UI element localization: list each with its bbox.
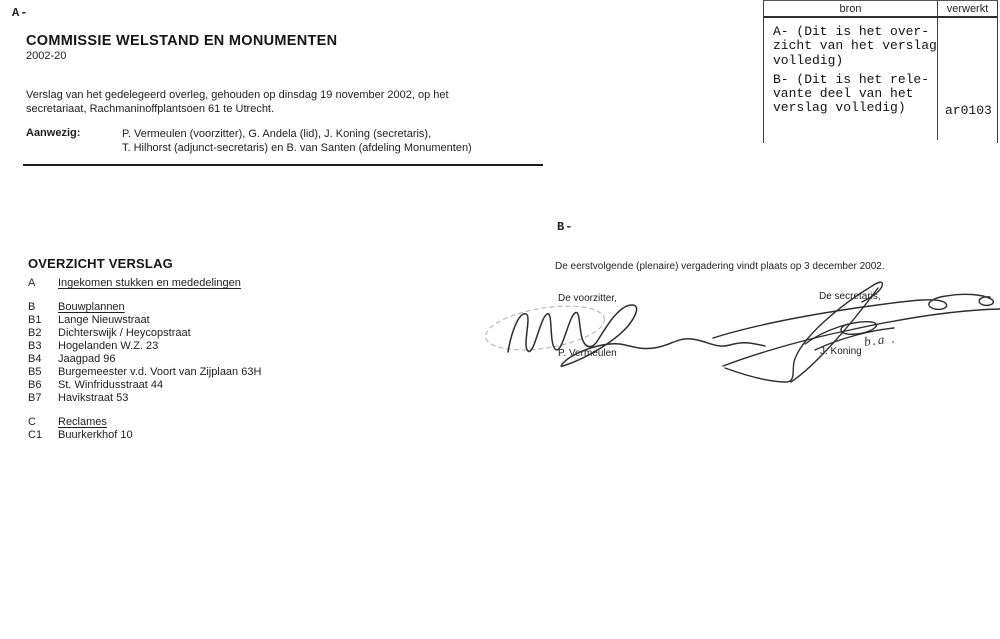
secretary-signature xyxy=(610,274,1000,392)
toc-row-B xyxy=(28,301,261,314)
source-marker-a: A- xyxy=(12,6,29,20)
attendees-label: Aanwezig: xyxy=(26,127,81,139)
toc-row-A xyxy=(28,277,261,290)
attendees-line-2: T. Hilhorst (adjunct-secretaris) en B. van Santen (afdeling Monumenten) xyxy=(122,142,472,154)
toc-label: Burgemeester v.d. Voort van Zijplaan 63H xyxy=(58,366,262,378)
toc-code: B6 xyxy=(28,379,42,391)
stamp-verwerkt-cell xyxy=(937,18,997,140)
toc-label: Buurkerkhof 10 xyxy=(58,429,133,441)
toc-row-B6 xyxy=(28,379,261,392)
toc-label: Lange Nieuwstraat xyxy=(58,314,150,326)
toc-row-B1 xyxy=(28,314,261,327)
source-marker-b: B- xyxy=(557,220,574,234)
toc-code: B5 xyxy=(28,366,42,378)
meeting-intro-paragraph xyxy=(26,89,506,116)
document-number: 2002-20 xyxy=(26,50,67,62)
toc-code: B xyxy=(28,301,36,313)
toc-code: B3 xyxy=(28,340,42,352)
overview-title: OVERZICHT VERSLAG xyxy=(28,256,173,271)
stamp-table-body xyxy=(764,18,997,140)
verwerkt-code: ar0103 xyxy=(945,103,992,118)
toc-label: Havikstraat 53 xyxy=(58,392,129,404)
secretary-handwritten-note: b.a . xyxy=(863,330,898,349)
stamp-bron-cell xyxy=(764,18,937,140)
toc-label: Bouwplannen xyxy=(58,301,125,313)
chairman-label: De voorzitter, xyxy=(558,293,617,304)
toc-code: C1 xyxy=(28,429,43,441)
overview-section xyxy=(28,256,261,442)
toc-row-B7 xyxy=(28,392,261,405)
toc-label: Dichterswijk / Heycopstraat xyxy=(58,327,191,339)
chairman-name: P. Vermeulen xyxy=(558,348,617,359)
toc-code: B2 xyxy=(28,327,42,339)
stamp-table xyxy=(763,0,998,143)
toc-code: B4 xyxy=(28,353,42,365)
intro-line-2: secretariaat, Rachmaninoffplantsoen 61 te Utrecht. xyxy=(26,102,275,115)
header-divider-rule xyxy=(23,164,543,166)
stamp-col-header-verwerkt: verwerkt xyxy=(937,1,997,16)
toc-row-B2 xyxy=(28,327,261,340)
bron-entry-a: A- (Dit is het over- zicht van het verslag volledig) xyxy=(773,24,937,68)
secretary-name: J. Koning xyxy=(820,346,862,357)
bron-entry-b: B- (Dit is het rele- vante deel van het verslag volledig) xyxy=(773,71,930,116)
toc-row-C1 xyxy=(28,429,261,442)
toc-code: A xyxy=(28,277,36,289)
attendees-line-1: P. Vermeulen (voorzitter), G. Andela (lid), J. Koning (secretaris), xyxy=(122,128,432,140)
toc-label: Hogelanden W.Z. 23 xyxy=(58,340,159,352)
toc-label: Reclames xyxy=(58,416,107,428)
intro-line-1: Verslag van het gedelegeerd overleg, gehouden op dinsdag 19 november 2002, op het xyxy=(26,89,449,101)
toc-label: Ingekomen stukken en mededelingen xyxy=(58,277,241,289)
stamp-table-header-row xyxy=(764,1,997,18)
toc-row-B4 xyxy=(28,353,261,366)
toc-row-B3 xyxy=(28,340,261,353)
stamp-col-header-bron: bron xyxy=(839,3,862,15)
next-meeting-sentence: De eerstvolgende (plenaire) vergadering vindt plaats op 3 december 2002. xyxy=(555,261,885,272)
toc-code: C xyxy=(28,416,36,428)
document-title: COMMISSIE WELSTAND EN MONUMENTEN xyxy=(26,33,338,49)
toc-row-C xyxy=(28,416,261,429)
toc-code: B1 xyxy=(28,314,42,326)
attendees-list xyxy=(122,127,542,155)
toc-row-B5 xyxy=(28,366,261,379)
secretary-label: De secretaris, xyxy=(819,291,881,302)
chairman-signature xyxy=(468,288,768,373)
toc-label: Jaagpad 96 xyxy=(58,353,116,365)
toc-code: B7 xyxy=(28,392,42,404)
toc-label: St. Winfridusstraat 44 xyxy=(58,379,164,391)
